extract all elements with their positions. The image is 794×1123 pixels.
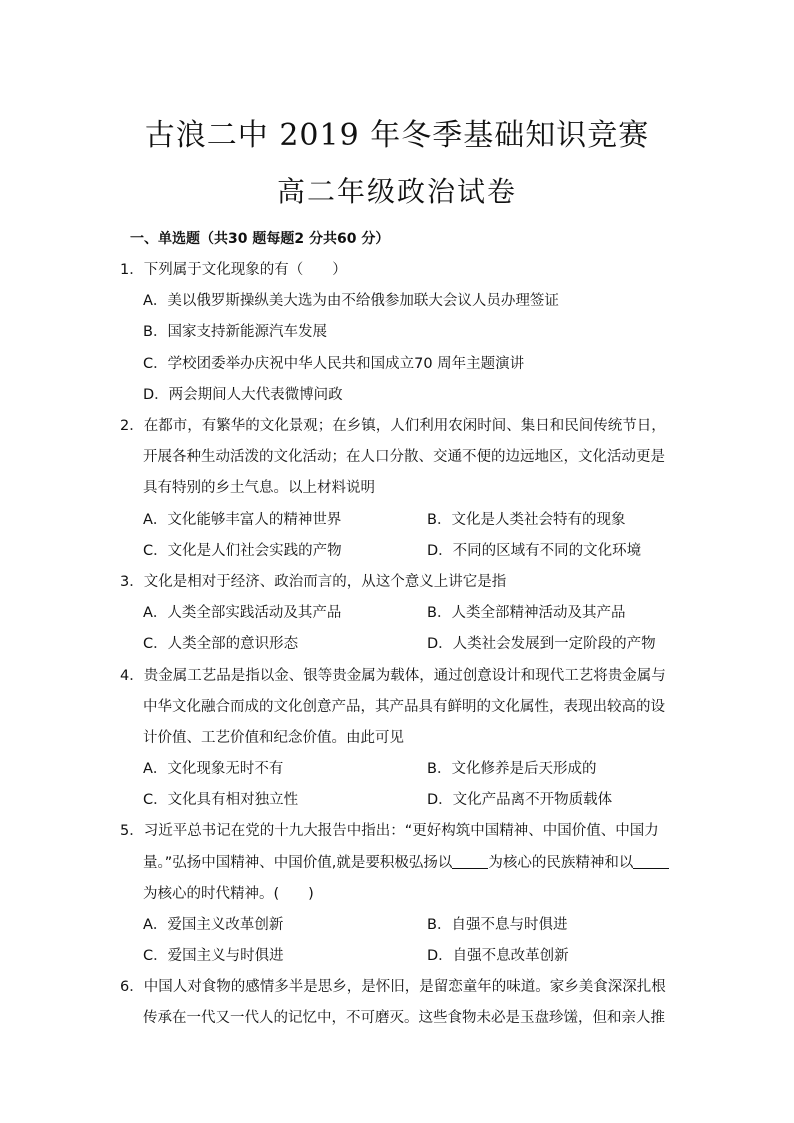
question-5-option-b: B．自强不息与时俱进: [427, 917, 568, 933]
question-5-stem-line-3: 为核心的时代精神。( ): [143, 886, 314, 902]
question-5-text-part-2: 为核心的民族精神和以: [488, 855, 634, 871]
question-5-text-part-1: 量。”弘扬中国精神、中国价值,就是要积极弘扬以: [143, 855, 453, 871]
exam-title: 古浪二中 2019 年冬季基础知识竞赛: [144, 118, 650, 153]
question-1-stem: 1．下列属于文化现象的有（ ）: [120, 262, 347, 278]
question-1-option-a: A．美以俄罗斯操纵美大选为由不给俄参加联大会议人员办理签证: [143, 293, 559, 309]
question-2-option-b: B．文化是人类社会特有的现象: [427, 512, 626, 528]
section-heading: 一、单选题（共30 题每题2 分共60 分）: [130, 231, 390, 247]
question-3-option-c: C．人类全部的意识形态: [143, 636, 299, 652]
question-6-stem-line-1: 6．中国人对食物的感情多半是思乡，是怀旧，是留恋童年的味道。家乡美食深深扎根: [120, 979, 666, 995]
question-6-stem-line-2: 传承在一代又一代人的记忆中，不可磨灭。这些食物未必是玉盘珍馐，但和亲人推: [143, 1010, 665, 1026]
exam-subtitle: 高二年级政治试卷: [276, 175, 517, 208]
question-2-stem-line-2: 开展各种生动活泼的文化活动；在人口分散、交通不便的边远地区，文化活动更是: [143, 449, 665, 465]
question-4-option-a: A．文化现象无时不有: [143, 761, 284, 777]
question-4-option-b: B．文化修养是后天形成的: [427, 761, 597, 777]
answer-blank-2: [633, 854, 669, 869]
question-5-option-c: C．爱国主义与时俱进: [143, 948, 284, 964]
question-1-option-b: B．国家支持新能源汽车发展: [143, 324, 327, 340]
question-2-option-d: D．不同的区域有不同的文化环境: [427, 543, 642, 559]
question-4-stem-line-1: 4．贵金属工艺品是指以金、银等贵金属为载体，通过创意设计和现代工艺将贵金属与: [120, 668, 666, 684]
question-3-option-d: D．人类社会发展到一定阶段的产物: [427, 636, 656, 652]
question-2-option-a: A．文化能够丰富人的精神世界: [143, 512, 342, 528]
question-5-stem-line-2: [143, 851, 669, 872]
question-2-stem-line-3: 具有特别的乡土气息。以上材料说明: [143, 480, 375, 496]
question-2-stem-line-1: 2．在都市，有繁华的文化景观；在乡镇，人们利用农闲时间、集日和民间传统节日，: [120, 418, 666, 434]
question-3-option-b: B．人类全部精神活动及其产品: [427, 605, 626, 621]
question-4-option-d: D．文化产品离不开物质载体: [427, 792, 613, 808]
question-3-option-a: A．人类全部实践活动及其产品: [143, 605, 342, 621]
question-4-stem-line-3: 计价值、工艺价值和纪念价值。由此可见: [143, 730, 404, 746]
question-5-option-d: D．自强不息改革创新: [427, 948, 569, 964]
question-3-stem: 3．文化是相对于经济、政治而言的，从这个意义上讲它是指: [120, 574, 507, 590]
question-4-option-c: C．文化具有相对独立性: [143, 792, 299, 808]
question-5-stem-line-1: 5．习近平总书记在党的十九大报告中指出：“更好构筑中国精神、中国价值、中国力: [120, 823, 659, 839]
answer-blank-1: [452, 854, 488, 869]
question-1-option-d: D．两会期间人大代表微博问政: [143, 387, 343, 403]
question-4-stem-line-2: 中华文化融合而成的文化创意产品，其产品具有鲜明的文化属性，表现出较高的设: [143, 699, 665, 715]
question-2-option-c: C．文化是人们社会实践的产物: [143, 543, 342, 559]
question-1-option-c: C．学校团委举办庆祝中华人民共和国成立70 周年主题演讲: [143, 356, 525, 372]
question-5-option-a: A．爱国主义改革创新: [143, 917, 284, 933]
